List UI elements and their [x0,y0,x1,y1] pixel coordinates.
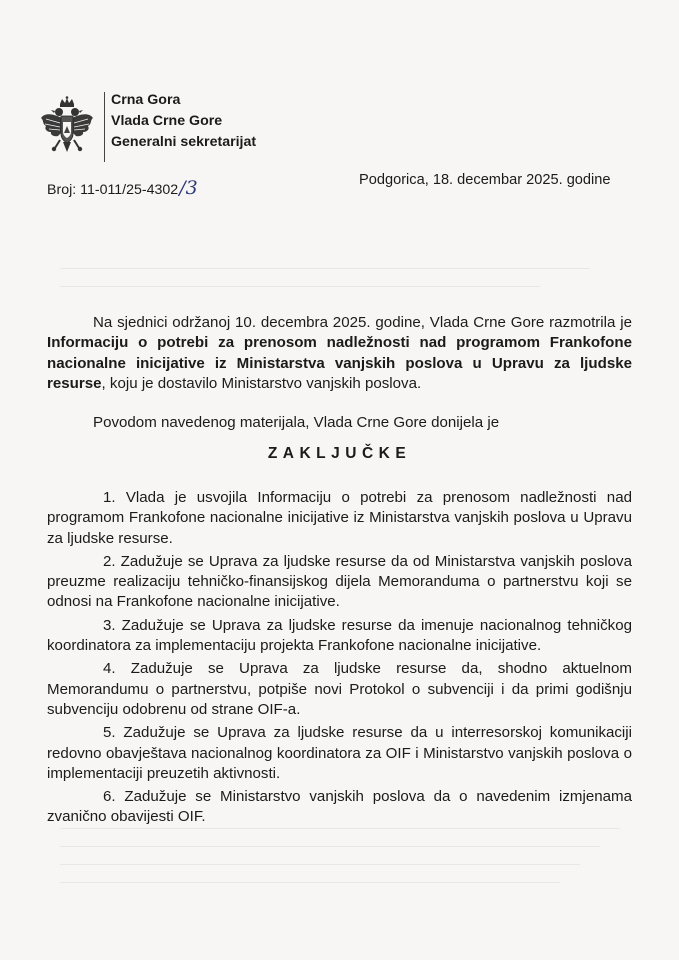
country-name: Crna Gora [111,92,181,108]
government-name: Vlada Crne Gore [111,113,223,129]
reference-label: Broj: 11-011/25-4302 [47,182,179,198]
date-line: Podgorica, 18. decembar 2025. godine [359,172,611,188]
intro-bold-title: Informaciju o potrebi za prenosom nadležnosti nad programom Frankofone nacionalne inicijative iz Ministarstva vanjskih poslova u Upravu za ljudske resurse [47,334,632,392]
bleed-line [60,864,580,865]
conclusion-item: 5. Zadužuje se Uprava za ljudske resurse da u interresorskoj komunikaciji redovno obavještava nacionalnog koordinatora za OIF i Ministarstvo vanjskih poslova o implementaciji preuzetih aktivnosti. [47,724,632,782]
conclusion-item: 1. Vlada je usvojila Informaciju o potrebi za prenosom nadležnosti nad programom Frankofone nacionalne inicijative iz Ministarstva vanjskih poslova u Upravu za ljudske resurse. [47,489,632,547]
montenegro-coat-of-arms-icon [38,96,96,158]
intro-paragraph [47,313,632,394]
reference-number [47,177,198,199]
conclusion-item: 2. Zadužuje se Uprava za ljudske resurse da od Ministarstva vanjskih poslova preuzme realizaciju tehničko-finansijskog dijela Memoranduma o partnerstvu koji se odnosi na Frankofone nacionalne inicijative. [47,552,632,611]
decision-intro: Povodom navedenog materijala, Vlada Crne Gore donijela je [93,414,500,431]
intro-text-start: Na sjednici održanoj 10. decembra 2025. godine, Vlada Crne Gore razmotrila je [93,314,632,331]
bleed-line [60,268,590,269]
bleed-line [60,882,560,883]
organization-block [111,90,256,153]
bleed-line [60,286,540,287]
conclusions-heading: ZAKLJUČKE [267,445,412,462]
bleed-line [60,846,600,847]
handwritten-annotation: /3 [179,177,198,199]
conclusion-item: 6. Zadužuje se Ministarstvo vanjskih poslova da o navedenim izmjenama zvanično obavijesti OIF. [47,788,632,826]
conclusion-item: 4. Zadužuje se Uprava za ljudske resurse da, shodno aktuelnom Memorandumu o partnerstvu, potpiše novi Protokol o subvenciji i da primi godišnju subvenciju odobrenu od strane OIF-a. [47,660,632,718]
intro-text-end: , koju je dostavilo Ministarstvo vanjskih poslova. [101,374,422,392]
header-divider [104,92,105,162]
conclusion-item: 3. Zadužuje se Uprava za ljudske resurse da imenuje nacionalnog tehničkog koordinatora za implementaciju projekta Frankofone nacionalne inicijative. [47,616,632,655]
conclusions-list [47,488,632,831]
office-name: Generalni sekretarijat [111,134,257,150]
